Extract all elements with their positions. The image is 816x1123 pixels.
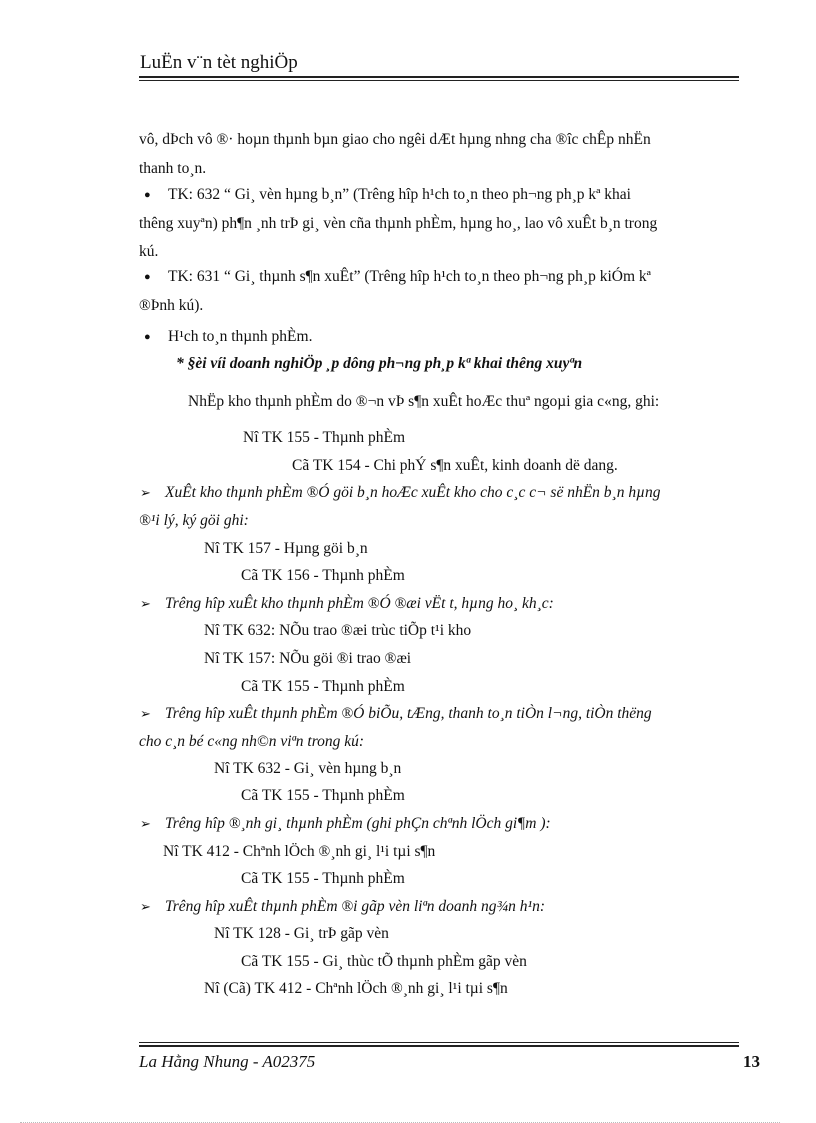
- header-rule-bottom: [139, 80, 739, 81]
- entry-credit: Cã TK 155 - Thµnh phÈm: [241, 678, 405, 695]
- entry-debit: Nî TK 155 - Thµnh phÈm: [243, 429, 406, 446]
- entry-debit: Nî TK 632: NÕu trao ®æi trùc tiÕp t¹i kho: [204, 622, 472, 639]
- paragraph-line: NhËp kho thµnh phÈm do ®¬n vÞ s¶n xuÊt hoÆc thuª ngoµi gia c«ng, ghi:: [188, 393, 660, 410]
- header-title: LuËn v¨n tèt nghiÖp: [140, 52, 298, 73]
- entry-credit: Cã TK 156 - Thµnh phÈm: [241, 567, 405, 584]
- entry-debit-credit: Nî (Cã) TK 412 - Chªnh lÖch ®¸nh gi¸ l¹i tµi s¶n: [204, 980, 508, 997]
- arrow-bullet-icon: ➢: [140, 899, 151, 914]
- case-heading: Trêng hîp xuÊt thµnh phÈm ®i gãp vèn liªn doanh ng¾n h¹n:: [165, 898, 546, 915]
- arrow-bullet-icon: ➢: [140, 485, 151, 500]
- entry-debit: Nî TK 157: NÕu göi ®i trao ®æi: [204, 650, 412, 667]
- entry-credit: Cã TK 155 - Thµnh phÈm: [241, 870, 405, 887]
- case-heading-cont: ®¹i lý, ký göi ghi:: [139, 512, 249, 529]
- paragraph-line: kú.: [139, 243, 159, 260]
- header-rule-top: [139, 76, 739, 78]
- paragraph-line: thanh to¸n.: [139, 160, 207, 177]
- footer-rule-bottom: [139, 1045, 739, 1047]
- entry-credit: Cã TK 155 - Gi¸ thùc tÕ thµnh phÈm gãp vèn: [241, 953, 527, 970]
- bullet-item: H¹ch to¸n thµnh phÈm.: [168, 328, 313, 345]
- case-heading: Trêng hîp xuÊt kho thµnh phÈm ®Ó ®æi vËt t, hµng ho¸ kh¸c:: [165, 595, 554, 612]
- bullet-icon: ●: [144, 331, 151, 343]
- entry-credit: Cã TK 155 - Thµnh phÈm: [241, 787, 405, 804]
- arrow-bullet-icon: ➢: [140, 816, 151, 831]
- paragraph-line: vô, dÞch vô ®· hoµn thµnh bµn giao cho ngêi dÆt hµng nhng cha ®îc chÊp nhËn: [139, 131, 651, 148]
- entry-debit: Nî TK 128 - Gi¸ trÞ gãp vèn: [214, 925, 389, 942]
- entry-debit: Nî TK 632 - Gi¸ vèn hµng b¸n: [214, 760, 402, 777]
- page-number: 13: [743, 1052, 760, 1071]
- arrow-bullet-icon: ➢: [140, 596, 151, 611]
- bullet-item: TK: 632 “ Gi¸ vèn hµng b¸n” (Trêng hîp h¹ch to¸n theo ph¬ng ph¸p kª khai: [168, 186, 631, 203]
- paragraph-line: thêng xuyªn) ph¶n ¸nh trÞ gi¸ vèn cña thµnh phÈm, hµng ho¸, lao vô xuÊt b¸n trong: [139, 215, 658, 232]
- arrow-bullet-icon: ➢: [140, 706, 151, 721]
- entry-debit: Nî TK 157 - Hµng göi b¸n: [204, 540, 368, 557]
- bullet-icon: ●: [144, 189, 151, 201]
- section-heading: * §èi víi doanh nghiÖp ¸p dông ph¬ng ph¸p kª khai thêng xuyªn: [176, 355, 583, 372]
- case-heading-cont: cho c¸n bé c«ng nh©n viªn trong kú:: [139, 733, 365, 750]
- footer-rule-top: [139, 1042, 739, 1043]
- case-heading: Trêng hîp ®¸nh gi¸ thµnh phÈm (ghi phÇn chªnh lÖch gi¶m ):: [165, 815, 551, 832]
- footer-author: La Hằng Nhung - A02375: [139, 1052, 316, 1071]
- entry-debit: Nî TK 412 - Chªnh lÖch ®¸nh gi¸ l¹i tµi s¶n: [163, 843, 436, 860]
- bullet-icon: ●: [144, 271, 151, 283]
- bullet-item: TK: 631 “ Gi¸ thµnh s¶n xuÊt” (Trêng hîp h¹ch to¸n theo ph¬ng ph¸p kiÓm kª: [168, 268, 651, 285]
- case-heading: XuÊt kho thµnh phÈm ®Ó göi b¸n hoÆc xuÊt kho cho c¸c c¬ së nhËn b¸n hµng: [165, 484, 661, 501]
- entry-credit: Cã TK 154 - Chi phÝ s¶n xuÊt, kinh doanh dë dang.: [292, 457, 618, 474]
- paragraph-line: ®Þnh kú).: [139, 297, 204, 314]
- case-heading: Trêng hîp xuÊt thµnh phÈm ®Ó biÕu, tÆng, thanh to¸n tiÒn l¬ng, tiÒn thëng: [165, 705, 652, 722]
